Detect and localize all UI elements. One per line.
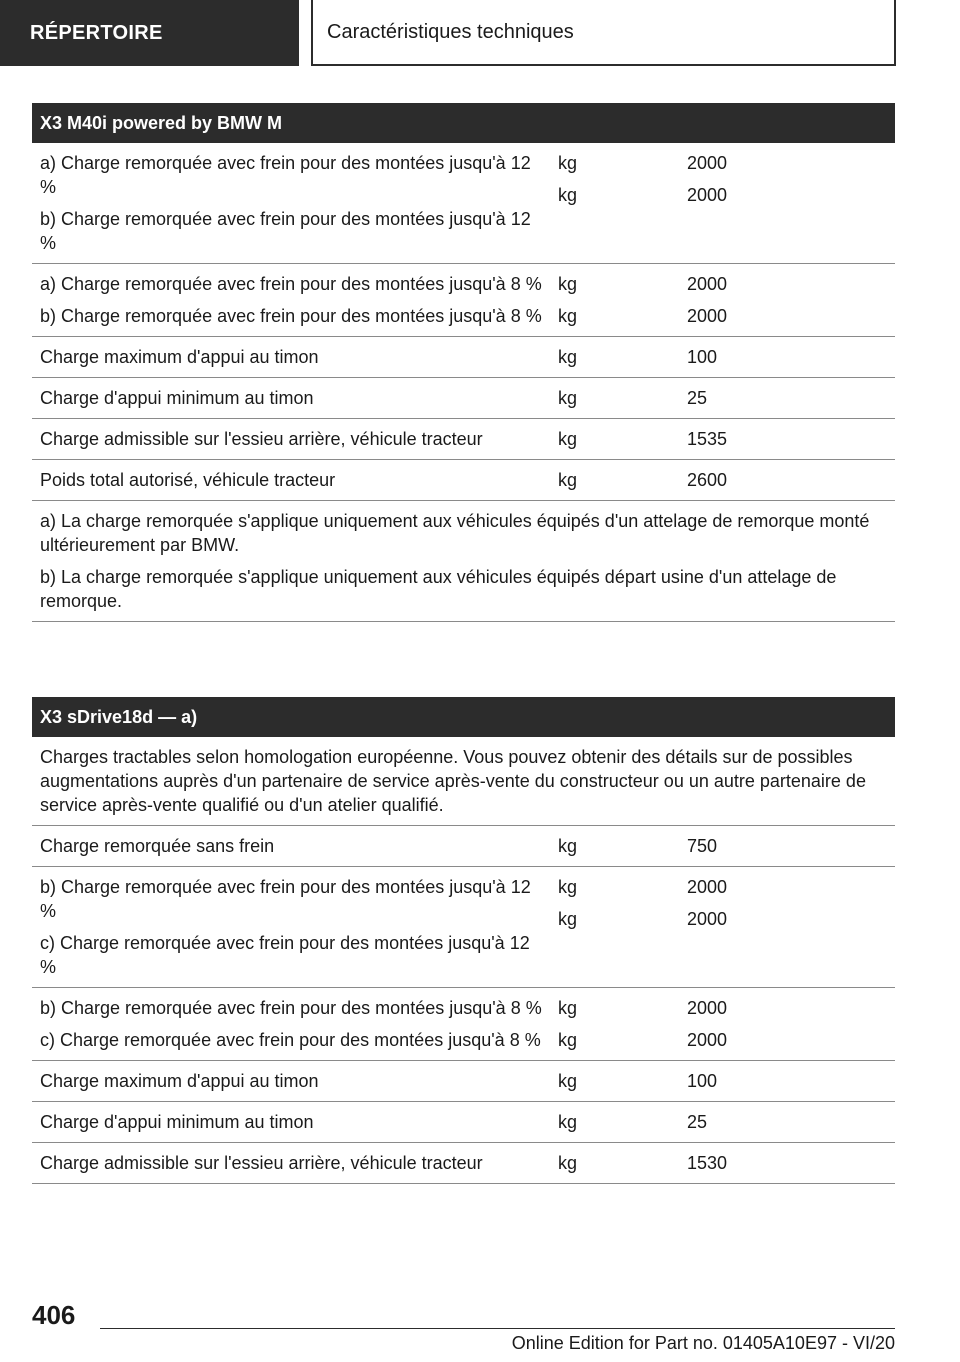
table-row <box>32 337 895 378</box>
label-line: a) Charge remorquée avec frein pour des montées jusqu'à 12 % <box>40 153 531 197</box>
table-row <box>32 460 895 501</box>
row-unit <box>550 867 679 987</box>
row-label: Charge remorquée sans frein <box>40 836 275 856</box>
label-line: b) Charge remorquée avec frein pour des montées jusqu'à 8 % <box>40 306 542 326</box>
table-row <box>32 1143 895 1184</box>
row-unit: kg <box>558 347 578 367</box>
table-row <box>32 378 895 419</box>
row-label: Charge maximum d'appui au timon <box>40 1071 319 1091</box>
section-title: X3 M40i powered by BMW M <box>32 103 895 143</box>
label-line: c) Charge remorquée avec frein pour des montées jusqu'à 12 % <box>40 933 530 977</box>
label-line: c) Charge remorquée avec frein pour des montées jusqu'à 8 % <box>40 1030 541 1050</box>
row-value: 1535 <box>687 429 728 449</box>
footnote: a) La charge remorquée s'applique uniquement aux véhicules équipés d'un attelage de remorque monté ultérieurement par BMW. <box>40 511 870 555</box>
tab-repertoire[interactable] <box>0 0 299 66</box>
row-label: Poids total autorisé, véhicule tracteur <box>40 470 336 490</box>
row-unit: kg <box>558 429 578 449</box>
footer-edition: Online Edition for Part no. 01405A10E97 - VI/20 <box>511 1333 895 1353</box>
row-value <box>679 988 895 1060</box>
row-unit <box>550 988 679 1060</box>
row-unit: kg <box>558 388 578 408</box>
row-unit: kg <box>558 836 578 856</box>
row-label <box>32 988 550 1060</box>
unit-line: kg <box>558 153 578 173</box>
page-number: 406 <box>32 1300 76 1330</box>
value-line: 2000 <box>687 306 728 326</box>
row-label <box>32 867 550 987</box>
value-line: 2000 <box>687 153 728 173</box>
row-label: Charge admissible sur l'essieu arrière, véhicule tracteur <box>40 1153 483 1173</box>
unit-line: kg <box>558 998 578 1018</box>
value-line: 2000 <box>687 1030 728 1050</box>
row-value: 25 <box>687 388 708 408</box>
value-line: 2000 <box>687 998 728 1018</box>
row-label: Charge d'appui minimum au timon <box>40 388 314 408</box>
section-x3-sdrive18d <box>32 697 895 1184</box>
tab-section-label: Caractéristiques techniques <box>327 20 574 43</box>
footnote: b) La charge remorquée s'applique uniquement aux véhicules équipés départ usine d'un attelage de remorque. <box>40 567 837 611</box>
row-value: 1530 <box>687 1153 728 1173</box>
row-value: 2600 <box>687 470 728 490</box>
unit-line: kg <box>558 306 578 326</box>
value-line: 2000 <box>687 274 728 294</box>
row-unit: kg <box>558 1071 578 1091</box>
unit-line: kg <box>558 185 578 205</box>
row-label: Charge maximum d'appui au timon <box>40 347 319 367</box>
row-unit <box>550 143 679 263</box>
row-label: Charge d'appui minimum au timon <box>40 1112 314 1132</box>
label-line: b) Charge remorquée avec frein pour des montées jusqu'à 12 % <box>40 209 531 253</box>
section-intro: Charges tractables selon homologation européenne. Vous pouvez obtenir des détails sur de possibles augmentations auprès d'un partenaire de service après-vente du constructeur ou un autre partenaire de service après-vente qualifié ou d'un atelier qualifié. <box>32 737 895 826</box>
label-line: b) Charge remorquée avec frein pour des montées jusqu'à 12 % <box>40 877 531 921</box>
row-label <box>32 264 550 336</box>
row-unit: kg <box>558 1153 578 1173</box>
table-row <box>32 1102 895 1143</box>
row-label: Charge admissible sur l'essieu arrière, véhicule tracteur <box>40 429 483 449</box>
row-unit: kg <box>558 470 578 490</box>
row-value: 25 <box>687 1112 708 1132</box>
row-unit <box>550 264 679 336</box>
row-value: 100 <box>687 1071 718 1091</box>
value-line: 2000 <box>687 185 728 205</box>
row-value <box>679 867 895 987</box>
unit-line: kg <box>558 274 578 294</box>
row-label <box>32 143 550 263</box>
row-unit: kg <box>558 1112 578 1132</box>
table-row <box>32 143 895 264</box>
row-value <box>679 264 895 336</box>
tab-repertoire-label: RÉPERTOIRE <box>30 21 163 44</box>
section-x3-m40i <box>32 103 895 622</box>
top-bar <box>0 0 960 66</box>
section-title: X3 sDrive18d — a) <box>32 697 895 737</box>
tab-section-title[interactable] <box>311 0 896 66</box>
row-value <box>679 143 895 263</box>
unit-line: kg <box>558 909 578 929</box>
table-row <box>32 419 895 460</box>
footnotes <box>32 501 895 622</box>
label-line: a) Charge remorquée avec frein pour des montées jusqu'à 8 % <box>40 274 542 294</box>
table-row <box>32 264 895 337</box>
label-line: b) Charge remorquée avec frein pour des montées jusqu'à 8 % <box>40 998 542 1018</box>
value-line: 2000 <box>687 877 728 897</box>
value-line: 2000 <box>687 909 728 929</box>
table-row <box>32 1061 895 1102</box>
row-value: 100 <box>687 347 718 367</box>
footer-divider <box>100 1328 895 1329</box>
row-value: 750 <box>687 836 718 856</box>
table-row <box>32 867 895 988</box>
table-row <box>32 826 895 867</box>
unit-line: kg <box>558 1030 578 1050</box>
unit-line: kg <box>558 877 578 897</box>
table-row <box>32 988 895 1061</box>
